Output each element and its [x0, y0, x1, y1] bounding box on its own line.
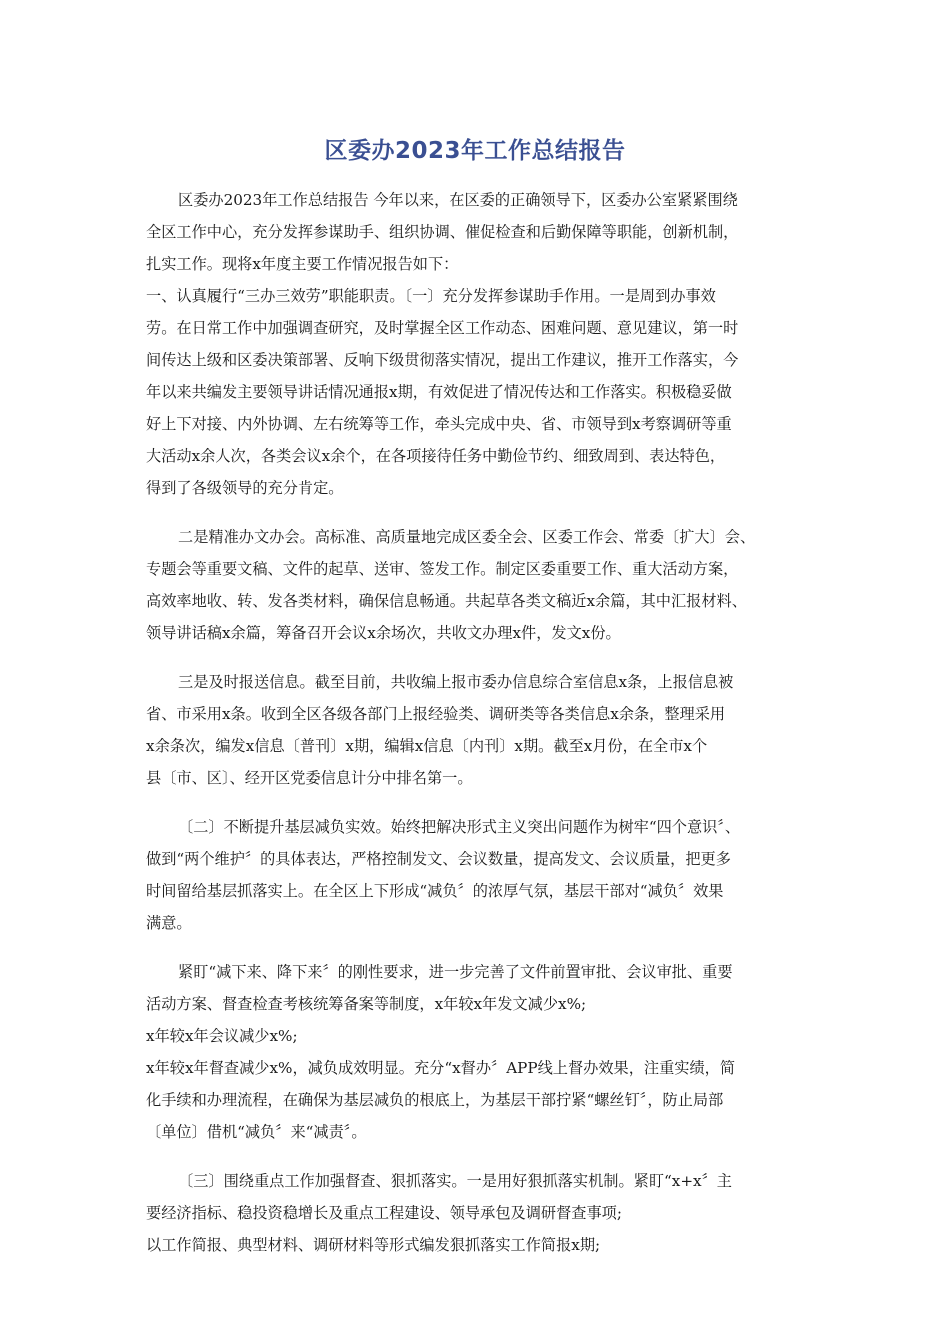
- text-line: 专题会等重要文稿、文件的起草、送审、签发工作。制定区委重要工作、重大活动方案，: [146, 560, 739, 578]
- text-line: 区委办2023年工作总结报告 今年以来，在区委的正确领导下，区委办公室紧紧围绕: [178, 191, 738, 209]
- text-line: x年较x年会议减少x%;: [146, 1027, 298, 1045]
- paragraph-gap: [146, 649, 811, 666]
- text-line: 大活动x余人次，各类会议x余个，在各项接待任务中勤俭节约、细致周到、表达特色，: [146, 447, 726, 465]
- text-line: x年较x年督查减少x%，减负成效明显。充分“x督办〞APP线上督办效果，注重实绩，简: [146, 1059, 736, 1077]
- text-line: 活动方案、督查检查考核统筹备案等制度，x年较x年发文减少x%;: [146, 995, 587, 1013]
- document-title: 区委办2023年工作总结报告: [324, 138, 626, 164]
- paragraph-gap: [146, 504, 811, 521]
- text-line: 县〔市、区〕、经开区党委信息计分中排名第一。: [146, 769, 473, 787]
- text-line: 时间留给基层抓落实上。在全区上下形成“减负〞的浓厚气氛，基层干部对“减负〞效果: [146, 882, 724, 900]
- text-line: 做到“两个维护〞的具体表达，严格控制发文、会议数量，提高发文、会议质量，把更多: [146, 850, 731, 868]
- text-line: 满意。: [146, 914, 192, 932]
- text-line: 以工作简报、典型材料、调研材料等形式编发狠抓落实工作简报x期;: [146, 1236, 601, 1254]
- text-line: 〔二〕不断提升基层减负实效。始终把解决形式主义突出问题作为树牢“四个意识〞、: [178, 818, 741, 836]
- text-line: 三是及时报送信息。截至目前，共收编上报市委办信息综合室信息x条，上报信息被: [178, 673, 734, 691]
- paragraph-gap: [146, 794, 811, 811]
- paragraph-gap: [146, 939, 811, 956]
- document-body: [146, 184, 811, 1261]
- text-line: 〔三〕围绕重点工作加强督查、狠抓落实。一是用好狠抓落实机制。紧盯“x+x〞主: [178, 1172, 732, 1190]
- text-line: x余条次，编发x信息〔普刊〕x期，编辑x信息〔内刊〕x期。截至x月份，在全市x个: [146, 737, 708, 755]
- text-line: 全区工作中心，充分发挥参谋助手、组织协调、催促检查和后勤保障等职能，创新机制，: [146, 223, 739, 241]
- text-line: 间传达上级和区委决策部署、反响下级贯彻落实情况，提出工作建议，推开工作落实，今: [146, 351, 739, 369]
- text-line: 年以来共编发主要领导讲话情况通报x期，有效促进了情况传达和工作落实。积极稳妥做: [146, 383, 732, 401]
- text-line: 要经济指标、稳投资稳增长及重点工程建设、领导承包及调研督查事项;: [146, 1204, 622, 1222]
- text-line: 化手续和办理流程，在确保为基层减负的根底上，为基层干部拧紧“螺丝钉〞，防止局部: [146, 1091, 724, 1109]
- text-line: 好上下对接、内外协调、左右统筹等工作，牵头完成中央、省、市领导到x考察调研等重: [146, 415, 732, 433]
- text-line: 劳。在日常工作中加强调查研究，及时掌握全区工作动态、困难问题、意见建议，第一时: [146, 319, 739, 337]
- paragraph-gap: [146, 1148, 811, 1165]
- text-line: 扎实工作。现将x年度主要工作情况报告如下：: [146, 255, 459, 273]
- text-line: 二是精准办文办会。高标准、高质量地完成区委全会、区委工作会、常委〔扩大〕会、: [178, 528, 756, 546]
- text-line: 紧盯“减下来、降下来〞的刚性要求，进一步完善了文件前置审批、会议审批、重要: [178, 963, 733, 981]
- text-line: 省、市采用x条。收到全区各级各部门上报经验类、调研类等各类信息x余条，整理采用: [146, 705, 726, 723]
- text-line: 高效率地收、转、发各类材料，确保信息畅通。共起草各类文稿近x余篇，其中汇报材料、: [146, 592, 747, 610]
- text-line: 一、认真履行“三办三效劳”职能职责。〔一〕充分发挥参谋助手作用。一是周到办事效: [146, 287, 716, 305]
- text-line: 领导讲话稿x余篇，筹备召开会议x余场次，共收文办理x件，发文x份。: [146, 624, 621, 642]
- text-line: 得到了各级领导的充分肯定。: [146, 479, 344, 497]
- text-line: 〔单位〕借机“减负〞来“减责〞。: [146, 1123, 367, 1141]
